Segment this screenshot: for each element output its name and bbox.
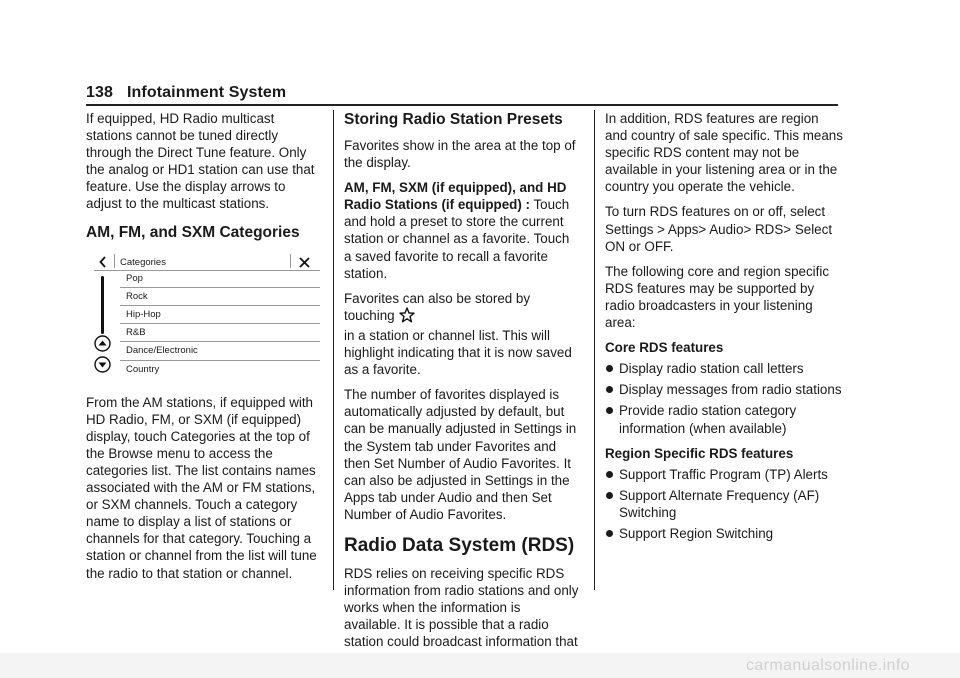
bullet-icon [606, 492, 613, 499]
categories-heading: AM, FM, and SXM Categories [86, 223, 300, 241]
column-left [86, 110, 322, 590]
list-item-text: Support Region Switching [619, 525, 774, 541]
section-title: Infotainment System [127, 84, 287, 101]
watermark-bar [0, 653, 960, 678]
list-item-text: Provide radio station category information (when available) [619, 403, 797, 436]
category-item[interactable]: R&B [120, 324, 320, 342]
page-header [86, 84, 286, 102]
column-divider [594, 110, 595, 590]
presets-paragraph-2 [344, 179, 580, 282]
page-number: 138 [86, 84, 113, 101]
category-item[interactable]: Rock [120, 288, 320, 306]
category-list [120, 270, 320, 379]
bullet-icon [606, 365, 613, 372]
header-rule [86, 104, 838, 106]
list-item-text: Support Traffic Program (TP) Alerts [619, 466, 828, 482]
categories-screen [94, 252, 320, 380]
category-item[interactable]: Pop [120, 270, 320, 288]
rds-region-paragraph: In addition, RDS features are region and country of sale specific. This means specific RDS content may not be available in your listening area or in the country you operate the vehicle. [605, 111, 843, 195]
divider [114, 254, 115, 268]
region-features-heading: Region Specific RDS features [605, 445, 794, 461]
region-features-list [605, 466, 843, 542]
divider [290, 254, 291, 268]
back-arrow-icon[interactable] [99, 255, 107, 272]
list-item [605, 487, 843, 521]
scrollbar[interactable] [101, 276, 104, 334]
presets-heading: Storing Radio Station Presets [344, 111, 563, 128]
rds-features-paragraph: The following core and region specific RDS features may be supported by radio broadcasters in your listening area: [605, 263, 830, 331]
bullet-icon [606, 471, 613, 478]
list-item-text: Display messages from radio stations [619, 382, 842, 398]
presets-lead: AM, FM, SXM (if equipped), and HD Radio Stations (if equipped) : [344, 180, 567, 213]
list-item [605, 402, 843, 436]
rds-heading: Radio Data System (RDS) [344, 534, 575, 556]
list-item [605, 466, 843, 483]
favorites-text-a: Favorites can also be stored by touching [344, 290, 531, 323]
column-middle [344, 110, 580, 676]
bullet-icon [606, 530, 613, 537]
list-item-text: Support Alternate Frequency (AF) Switching [619, 487, 820, 520]
presets-paragraph-1: Favorites show in the area at the top of the display. [344, 138, 576, 171]
presets-paragraph-4: The number of favorites displayed is automatically adjusted by default, but can be manually adjusted in Settings in the System tab under Favorites and then Set Number of Audio Favorites. It can also be adjusted in Settings in the Apps tab under Audio and then Set Number of Audio Favorites. [344, 387, 577, 522]
list-item [605, 360, 843, 377]
presets-paragraph-3 [344, 290, 580, 378]
rds-paragraph: RDS relies on receiving specific RDS information from radio stations and only works when the information is available. It is possible that a radio station could broadcast information that [344, 565, 579, 650]
column-divider [333, 110, 334, 590]
core-features-list [605, 360, 843, 436]
screen-top-bar [94, 252, 320, 271]
favorites-text-b: in a station or channel list. This will highlight indicating that it is now saved as a favorite. [344, 327, 572, 378]
category-item[interactable]: Dance/Electronic [120, 342, 320, 360]
screen-title: Categories [120, 256, 166, 268]
bullet-icon [606, 407, 613, 414]
scroll-up-icon[interactable] [94, 335, 111, 356]
list-item [605, 525, 843, 542]
intro-paragraph: If equipped, HD Radio multicast stations cannot be tuned directly through the Direct Tune feature. Only the analog or HD1 station can use that feature. Use the display arrows to adjust to the multicast stations. [86, 111, 315, 212]
list-item [605, 381, 843, 398]
list-item-text: Display radio station call letters [619, 361, 804, 377]
category-item[interactable]: Country [126, 363, 160, 375]
star-icon [399, 307, 415, 327]
categories-body: From the AM stations, if equipped with HD Radio, FM, or SXM (if equipped) display, touch Categories at the top of the Browse menu to access the categories list. The list contains names associated with the AM or FM stations, or SXM channels. Touch a category name to display a list of stations or channels for that category. Touching a station or channel from the list will tune the radio to that station or channel. [86, 394, 317, 581]
bullet-icon [606, 386, 613, 393]
core-features-heading: Core RDS features [605, 340, 724, 356]
column-right [605, 110, 843, 550]
scroll-down-icon[interactable] [94, 356, 111, 377]
watermark-text: carmanualsonline.info [745, 657, 910, 674]
rds-toggle-paragraph: To turn RDS features on or off, select Settings > Apps> Audio> RDS> Select ON or OFF. [605, 204, 833, 254]
presets-text: Touch and hold a preset to store the current station or channel as a favorite. Touch a saved favorite to recall a favorite station. [344, 197, 570, 281]
category-item[interactable]: Hip-Hop [120, 306, 320, 324]
